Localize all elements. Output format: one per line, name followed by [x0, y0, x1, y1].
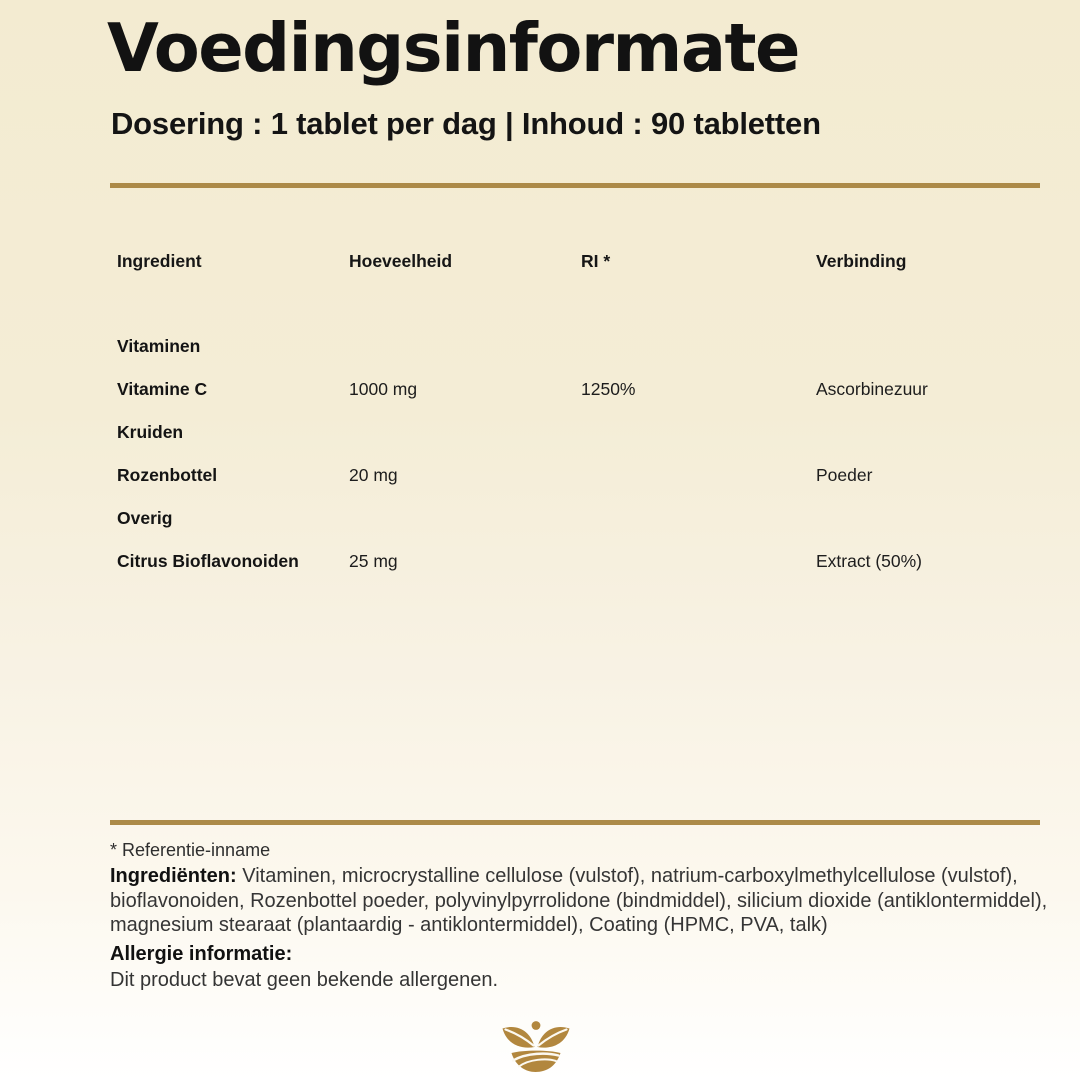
column-header-amount: Hoeveelheid — [349, 251, 453, 271]
ingredients-paragraph — [110, 864, 1048, 938]
cell-amount — [349, 508, 581, 551]
table-header-row — [117, 251, 1040, 272]
table-row — [117, 465, 1040, 508]
reference-intake-footnote: * Referentie-inname — [110, 840, 271, 860]
page-title: Voedingsinformate — [107, 9, 800, 87]
cell-amount — [349, 336, 581, 379]
allergy-heading: Allergie informatie: — [110, 942, 293, 965]
cell-form: Extract (50%) — [816, 551, 922, 571]
cell-ri — [581, 422, 816, 465]
cell-amount: 20 mg — [349, 465, 398, 485]
ingredients-label: Ingrediënten: — [110, 865, 237, 887]
cell-amount: 1000 mg — [349, 379, 418, 399]
cell-form — [816, 508, 1040, 551]
top-divider — [110, 183, 1040, 188]
table-row — [117, 379, 1040, 422]
cell-ri: 1250% — [581, 379, 636, 399]
cell-ingredient: Citrus Bioflavonoiden — [117, 551, 299, 571]
column-header-ri: RI * — [581, 251, 611, 271]
cell-form — [816, 336, 1040, 379]
dosage-subtitle: Dosering : 1 tablet per dag | Inhoud : 90 tabletten — [111, 106, 821, 141]
nutrition-table — [117, 251, 1040, 594]
cell-ingredient: Overig — [117, 508, 173, 528]
column-header-form: Verbinding — [816, 251, 907, 271]
cell-ri — [581, 465, 816, 508]
cell-ingredient: Vitamine C — [117, 379, 208, 399]
allergy-text: Dit product bevat geen bekende allergenen. — [110, 968, 499, 991]
table-section-row — [117, 422, 1040, 465]
cell-ingredient: Kruiden — [117, 422, 184, 442]
cell-form: Ascorbinezuur — [816, 379, 928, 399]
ingredients-text: Vitaminen, microcrystalline cellulose (vulstof), natrium-carboxylmethylcellulose (vulstof), bioflavonoiden, Rozenbottel poeder, polyvinylpyrrolidone (bindmiddel), silicium dioxide (antiklontermiddel), magnesium stearaat (plantaardig - antiklontermiddel), Coating (HPMC, PVA, talk) — [110, 865, 1048, 936]
column-header-ingredient: Ingredient — [117, 251, 202, 271]
footer-info — [110, 839, 1048, 992]
cell-form — [816, 422, 1040, 465]
plant-leaf-logo-icon — [502, 1020, 570, 1072]
cell-amount: 25 mg — [349, 551, 398, 571]
cell-ingredient: Vitaminen — [117, 336, 201, 356]
table-section-row — [117, 508, 1040, 551]
cell-form: Poeder — [816, 465, 873, 485]
table-section-row — [117, 336, 1040, 379]
cell-ri — [581, 508, 816, 551]
cell-ri — [581, 336, 816, 379]
bottom-divider — [110, 820, 1040, 825]
table-body — [117, 336, 1040, 594]
cell-ingredient: Rozenbottel — [117, 465, 218, 485]
table-row — [117, 551, 1040, 594]
cell-amount — [349, 422, 581, 465]
cell-ri — [581, 551, 816, 594]
